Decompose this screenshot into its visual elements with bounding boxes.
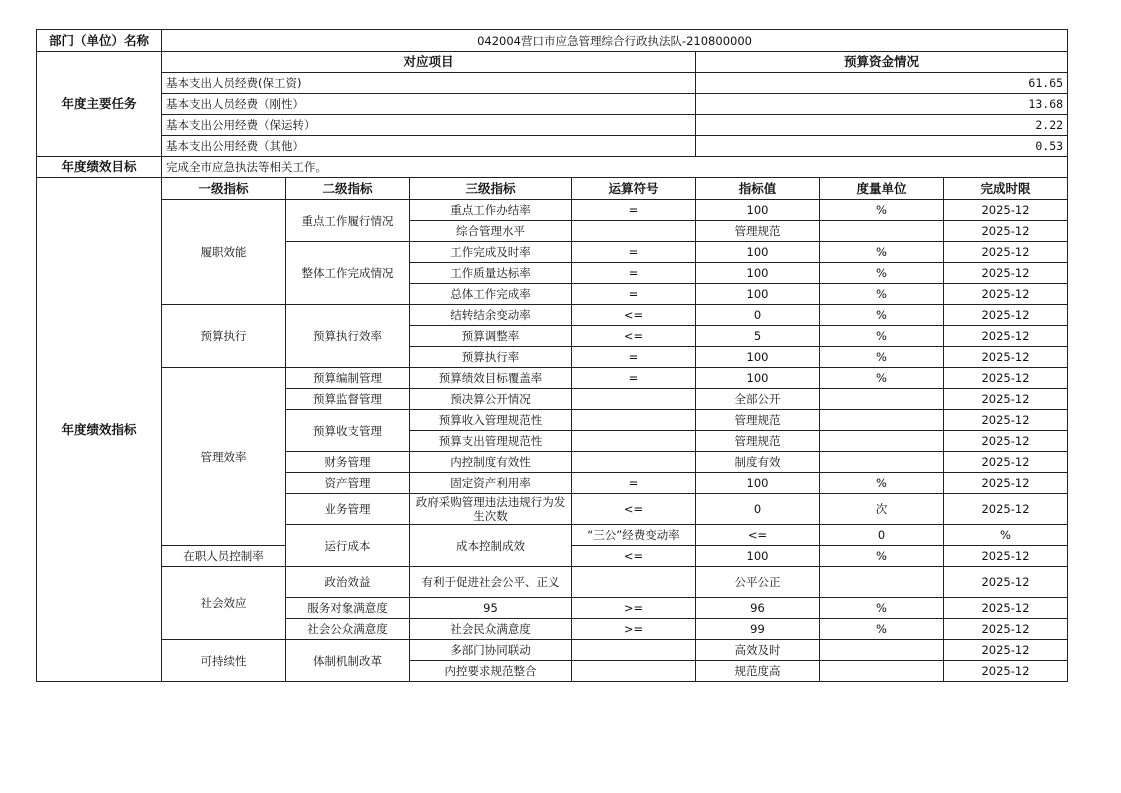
- level2-cell: 预算编制管理: [286, 368, 410, 389]
- value-cell: 0: [696, 494, 820, 525]
- value-cell: 制度有效: [696, 452, 820, 473]
- level3-cell: 95: [410, 598, 572, 619]
- deadline-cell: 2025-12: [944, 221, 1068, 242]
- value-cell: 100: [696, 368, 820, 389]
- operator-cell: [572, 221, 696, 242]
- deadline-cell: 2025-12: [944, 619, 1068, 640]
- task-item: 基本支出公用经费（其他）: [162, 136, 696, 157]
- header-level2: 二级指标: [286, 178, 410, 200]
- level3-cell: 预算收入管理规范性: [410, 410, 572, 431]
- deadline-cell: 2025-12: [944, 640, 1068, 661]
- level3-cell: 固定资产利用率: [410, 473, 572, 494]
- operator-cell: >=: [572, 619, 696, 640]
- operator-cell: >=: [572, 598, 696, 619]
- goal-label: 年度绩效目标: [37, 157, 162, 178]
- value-cell: 100: [696, 242, 820, 263]
- deadline-cell: 2025-12: [944, 305, 1068, 326]
- header-unit: 度量单位: [820, 178, 944, 200]
- task-amount: 2.22: [696, 115, 1068, 136]
- operator-cell: <=: [572, 305, 696, 326]
- unit-cell: %: [820, 347, 944, 368]
- value-cell: 高效及时: [696, 640, 820, 661]
- level2-cell: 重点工作履行情况: [286, 200, 410, 242]
- level2-cell: 预算执行效率: [286, 305, 410, 368]
- level3-cell: “三公”经费变动率: [572, 525, 696, 546]
- header-operator: 运算符号: [572, 178, 696, 200]
- deadline-cell: 2025-12: [944, 389, 1068, 410]
- task-label: 年度主要任务: [37, 52, 162, 157]
- operator-cell: [572, 410, 696, 431]
- deadline-cell: 2025-12: [944, 598, 1068, 619]
- operator-cell: [572, 640, 696, 661]
- unit-cell: [820, 221, 944, 242]
- unit-cell: [820, 389, 944, 410]
- level3-cell: 工作质量达标率: [410, 263, 572, 284]
- value-cell: 全部公开: [696, 389, 820, 410]
- level2-cell: 资产管理: [286, 473, 410, 494]
- task-amount: 61.65: [696, 73, 1068, 94]
- deadline-cell: 2025-12: [944, 410, 1068, 431]
- goal-value: 完成全市应急执法等相关工作。: [162, 157, 1068, 178]
- level2-cell: 服务对象满意度: [286, 598, 410, 619]
- operator-cell: [572, 389, 696, 410]
- level2-cell: 业务管理: [286, 494, 410, 525]
- deadline-cell: 2025-12: [944, 567, 1068, 598]
- operator-cell: =: [572, 200, 696, 221]
- level1-cell: 社会效应: [162, 567, 286, 640]
- unit-cell: %: [820, 200, 944, 221]
- operator-cell: [572, 661, 696, 682]
- operator-cell: <=: [696, 525, 820, 546]
- level3-cell: 预算执行率: [410, 347, 572, 368]
- indicator-label: 年度绩效指标: [37, 178, 162, 682]
- level3-cell: 工作完成及时率: [410, 242, 572, 263]
- indicator-row: [37, 368, 1068, 389]
- deadline-cell: 2025-12: [944, 242, 1068, 263]
- value-cell: 100: [696, 284, 820, 305]
- operator-cell: =: [572, 368, 696, 389]
- value-cell: 100: [696, 473, 820, 494]
- deadline-cell: 2025-12: [944, 452, 1068, 473]
- unit-cell: %: [820, 546, 944, 567]
- indicator-row: [37, 200, 1068, 221]
- deadline-cell: 2025-12: [944, 431, 1068, 452]
- level3-cell: 预算绩效目标覆盖率: [410, 368, 572, 389]
- header-level1: 一级指标: [162, 178, 286, 200]
- value-cell: 5: [696, 326, 820, 347]
- header-deadline: 完成时限: [944, 178, 1068, 200]
- value-cell: 99: [696, 619, 820, 640]
- value-cell: 管理规范: [696, 431, 820, 452]
- dept-value: 042004营口市应急管理综合行政执法队-210800000: [162, 30, 1068, 52]
- unit-cell: [820, 567, 944, 598]
- level1-cell: 运行成本: [286, 525, 410, 567]
- level3-cell: 综合管理水平: [410, 221, 572, 242]
- indicator-row: [37, 640, 1068, 661]
- unit-cell: [820, 661, 944, 682]
- operator-cell: [572, 452, 696, 473]
- level2-cell: 成本控制成效: [410, 525, 572, 567]
- deadline-cell: 2025-12: [944, 200, 1068, 221]
- deadline-cell: 2025-12: [944, 347, 1068, 368]
- operator-cell: <=: [572, 494, 696, 525]
- value-cell: 规范度高: [696, 661, 820, 682]
- task-header-amount: 预算资金情况: [696, 52, 1068, 73]
- level1-cell: 预算执行: [162, 305, 286, 368]
- level3-cell: 预算支出管理规范性: [410, 431, 572, 452]
- value-cell: 0: [696, 305, 820, 326]
- operator-cell: <=: [572, 326, 696, 347]
- level3-cell: 在职人员控制率: [162, 546, 286, 567]
- deadline-cell: 2025-12: [944, 546, 1068, 567]
- level3-cell: 有利于促进社会公平、正义: [410, 567, 572, 598]
- task-item: 基本支出人员经费(保工资): [162, 73, 696, 94]
- value-cell: 100: [696, 347, 820, 368]
- indicator-row: [37, 305, 1068, 326]
- unit-cell: %: [820, 368, 944, 389]
- unit-cell: %: [944, 525, 1068, 546]
- unit-cell: %: [820, 263, 944, 284]
- unit-cell: %: [820, 473, 944, 494]
- deadline-cell: 2025-12: [944, 284, 1068, 305]
- unit-cell: %: [820, 326, 944, 347]
- value-cell: 96: [696, 598, 820, 619]
- task-item: 基本支出公用经费（保运转）: [162, 115, 696, 136]
- task-amount: 13.68: [696, 94, 1068, 115]
- task-amount: 0.53: [696, 136, 1068, 157]
- indicator-row: [37, 567, 1068, 598]
- deadline-cell: 2025-12: [944, 494, 1068, 525]
- operator-cell: =: [572, 263, 696, 284]
- dept-label: 部门（单位）名称: [37, 30, 162, 52]
- performance-target-table: [36, 29, 1068, 682]
- value-cell: 管理规范: [696, 410, 820, 431]
- deadline-cell: 2025-12: [944, 326, 1068, 347]
- header-level3: 三级指标: [410, 178, 572, 200]
- value-cell: 0: [820, 525, 944, 546]
- level2-cell: 预算收支管理: [286, 410, 410, 452]
- level3-cell: 总体工作完成率: [410, 284, 572, 305]
- header-value: 指标值: [696, 178, 820, 200]
- unit-cell: [820, 431, 944, 452]
- level3-cell: 社会民众满意度: [410, 619, 572, 640]
- operator-cell: [572, 567, 696, 598]
- level2-cell: 整体工作完成情况: [286, 242, 410, 305]
- deadline-cell: 2025-12: [944, 263, 1068, 284]
- level3-cell: 结转结余变动率: [410, 305, 572, 326]
- task-item: 基本支出人员经费（刚性）: [162, 94, 696, 115]
- unit-cell: 次: [820, 494, 944, 525]
- deadline-cell: 2025-12: [944, 661, 1068, 682]
- unit-cell: %: [820, 619, 944, 640]
- level2-cell: 预算监督管理: [286, 389, 410, 410]
- value-cell: 100: [696, 263, 820, 284]
- level3-cell: 多部门协同联动: [410, 640, 572, 661]
- value-cell: 公平公正: [696, 567, 820, 598]
- unit-cell: [820, 410, 944, 431]
- task-header-item: 对应项目: [162, 52, 696, 73]
- value-cell: 管理规范: [696, 221, 820, 242]
- unit-cell: [820, 640, 944, 661]
- level2-cell: 财务管理: [286, 452, 410, 473]
- level2-cell: 政治效益: [286, 567, 410, 598]
- unit-cell: %: [820, 242, 944, 263]
- level1-cell: 管理效率: [162, 368, 286, 546]
- operator-cell: =: [572, 242, 696, 263]
- deadline-cell: 2025-12: [944, 368, 1068, 389]
- unit-cell: %: [820, 305, 944, 326]
- operator-cell: <=: [572, 546, 696, 567]
- unit-cell: %: [820, 598, 944, 619]
- level3-cell: 内控制度有效性: [410, 452, 572, 473]
- level3-cell: 内控要求规范整合: [410, 661, 572, 682]
- value-cell: 100: [696, 546, 820, 567]
- operator-cell: =: [572, 284, 696, 305]
- level1-cell: 履职效能: [162, 200, 286, 305]
- level2-cell: 社会公众满意度: [286, 619, 410, 640]
- level2-cell: 体制机制改革: [286, 640, 410, 682]
- value-cell: 100: [696, 200, 820, 221]
- level1-cell: 可持续性: [162, 640, 286, 682]
- level3-cell: 政府采购管理违法违规行为发生次数: [410, 494, 572, 525]
- level3-cell: 预决算公开情况: [410, 389, 572, 410]
- unit-cell: %: [820, 284, 944, 305]
- unit-cell: [820, 452, 944, 473]
- level3-cell: 重点工作办结率: [410, 200, 572, 221]
- operator-cell: =: [572, 347, 696, 368]
- operator-cell: [572, 431, 696, 452]
- deadline-cell: 2025-12: [944, 473, 1068, 494]
- level3-cell: 预算调整率: [410, 326, 572, 347]
- operator-cell: =: [572, 473, 696, 494]
